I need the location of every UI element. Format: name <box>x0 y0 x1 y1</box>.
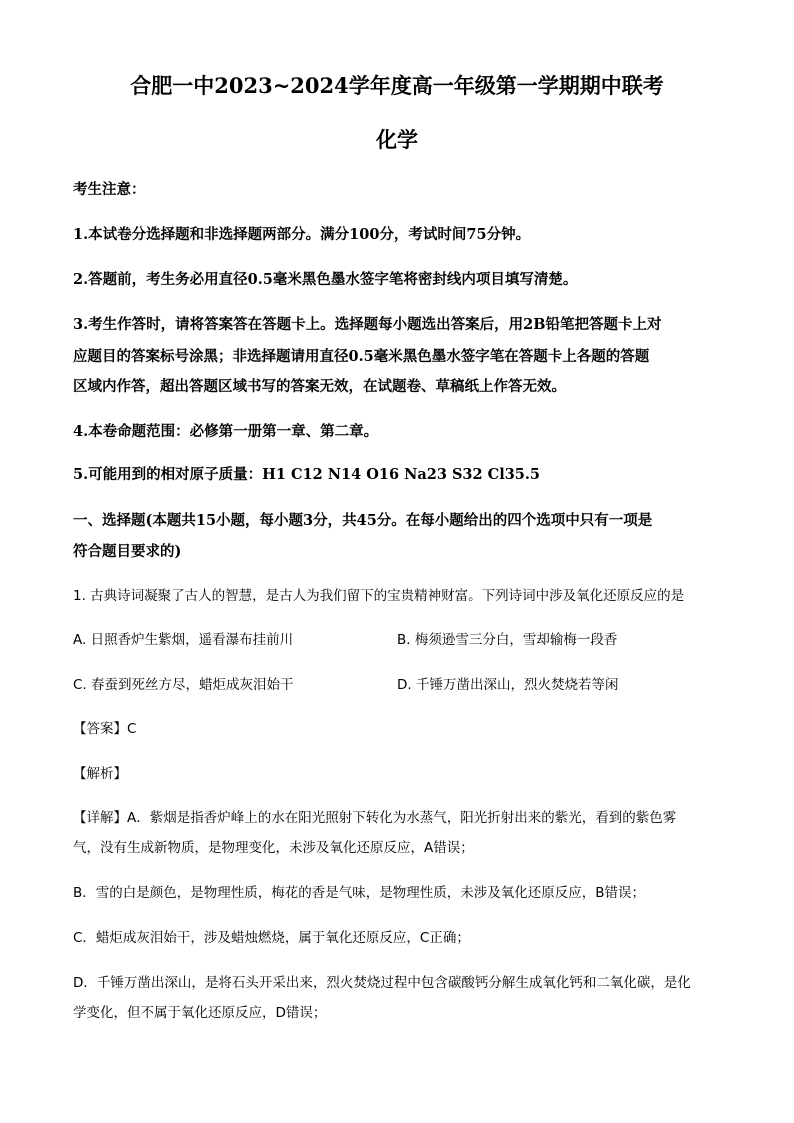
detail-line-2: 气，没有生成新物质，是物理变化，未涉及氧化还原反应，A错误； <box>73 840 474 856</box>
notice-item-1: 1.本试卷分选择题和非选择题两部分。满分100分，考试时间75分钟。 <box>73 226 531 243</box>
notice-item-2: 2.答题前，考生务必用直径0.5毫米黑色墨水签字笔将密封线内项目填写清楚。 <box>73 271 578 288</box>
exam-title: 合肥一中2023~2024学年度高一年级第一学期期中联考 <box>130 73 664 98</box>
notice-heading: 考生注意： <box>73 181 146 198</box>
option-d: D. 千锤万凿出深山，烈火焚烧若等闲 <box>397 677 619 693</box>
option-a: A. 日照香炉生紫烟，遥看瀑布挂前川 <box>73 632 294 648</box>
detail-line-1: 【详解】A．紫烟是指香炉峰上的水在阳光照射下转化为水蒸气，阳光折射出来的紫光，看到的紫色雾 <box>73 810 677 826</box>
question-1-stem: 1. 古典诗词凝聚了古人的智慧，是古人为我们留下的宝贵精神财富。下列诗词中涉及氧化还原反应的是 <box>73 588 685 604</box>
subject-title: 化学 <box>376 127 418 152</box>
section-heading: 一、选择题(本题共15小题，每小题3分，共45分。在每小题给出的四个选项中只有一项是 <box>73 512 653 529</box>
option-c: C. 春蚕到死丝方尽，蜡炬成灰泪始干 <box>73 677 294 693</box>
section-heading-cont: 符合题目要求的) <box>73 543 182 560</box>
answer-label: 【答案】C <box>73 721 137 737</box>
notice-item-4: 4.本卷命题范围：必修第一册第一章、第二章。 <box>73 423 379 440</box>
detail-line-6: 学变化，但不属于氧化还原反应，D错误； <box>73 1005 327 1021</box>
notice-item-5: 5.可能用到的相对原子质量：H1 C12 N14 O16 Na23 S32 Cl35.5 <box>73 466 541 483</box>
detail-line-3: B．雪的白是颜色，是物理性质，梅花的香是气味，是物理性质，未涉及氧化还原反应，B错误； <box>73 885 646 901</box>
analysis-label: 【解析】 <box>73 766 127 782</box>
detail-line-5: D．千锤万凿出深山，是将石头开采出来，烈火焚烧过程中包含碳酸钙分解生成氧化钙和二氧化碳，是化 <box>73 975 691 991</box>
notice-item-3-cont-2: 区域内作答，超出答题区域书写的答案无效，在试题卷、草稿纸上作答无效。 <box>73 378 566 395</box>
option-b: B. 梅须逊雪三分白，雪却输梅一段香 <box>397 632 618 648</box>
notice-item-3: 3.考生作答时，请将答案答在答题卡上。选择题每小题选出答案后，用2B铅笔把答题卡上对 <box>73 316 662 333</box>
notice-item-3-cont-1: 应题目的答案标号涂黑；非选择题请用直径0.5毫米黑色墨水签字笔在答题卡上各题的答题 <box>73 348 650 365</box>
detail-line-4: C．蜡炬成灰泪始干，涉及蜡烛燃烧，属于氧化还原反应，C正确； <box>73 930 470 946</box>
